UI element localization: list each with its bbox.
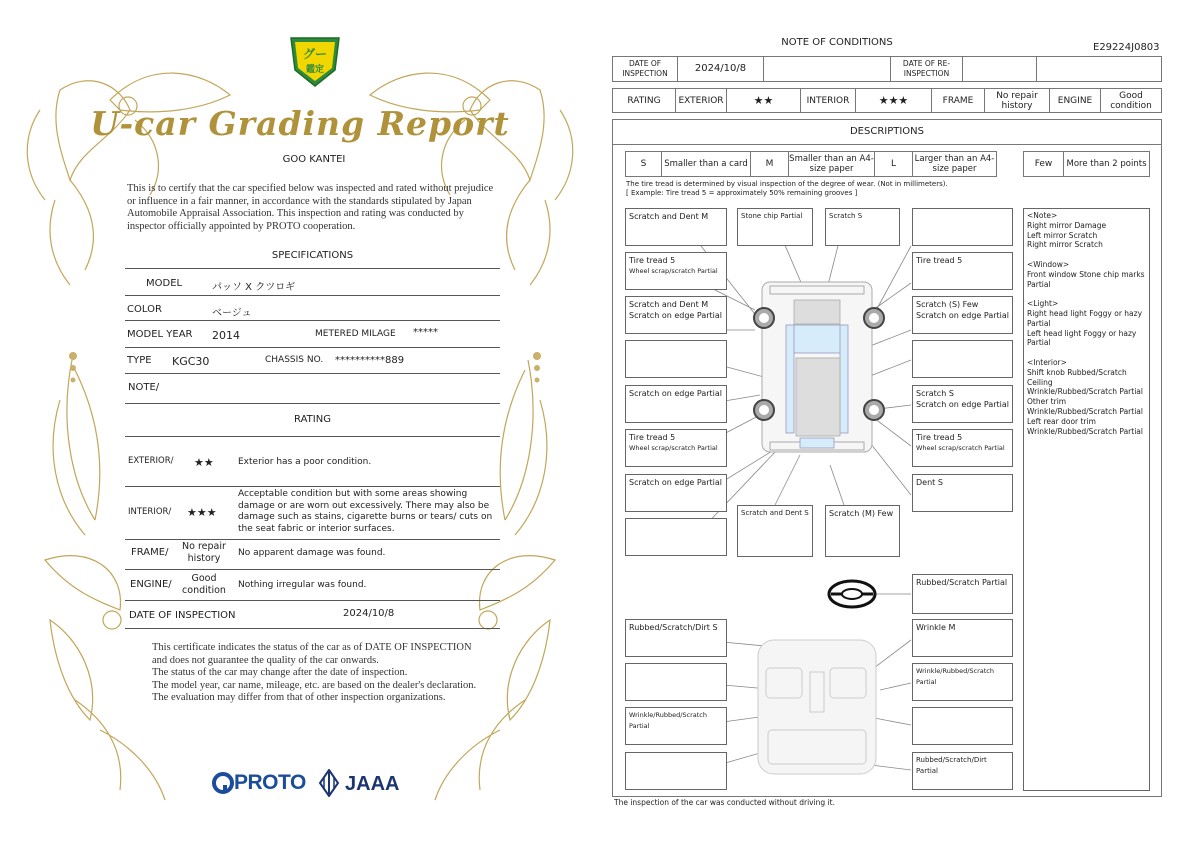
svg-text:グー: グー [302,47,328,61]
proto-logo-icon [212,772,234,794]
interior-stars: ★★★ [856,89,932,112]
exterior-note-l3-line2: Scratch on edge Partial [629,311,723,320]
frame-desc: No apparent damage was found. [238,548,386,558]
bottom-note: The inspection of the car was conducted without driving it. [614,798,835,807]
exterior-label: EXTERIOR [676,89,727,112]
interior-note-r1: Wrinkle M [912,619,1013,657]
exterior-note-l2-line2: Wheel scrap/scratch Partial [629,267,718,275]
exterior-note-r4 [912,340,1013,378]
type-value: KGC30 [172,355,210,368]
model-year-label: MODEL YEAR [127,329,193,340]
jaaa-logo-text: JAAA [345,773,400,795]
specifications-heading: SPECIFICATIONS [271,250,354,261]
interior-desc: Acceptable condition but with some areas showing damage or are worn out excessively. There may also be damage such as stains, cigarette burns or tears/ cuts on the seat fabric or interior surfaces. [238,489,493,534]
exterior-desc: Exterior has a poor condition. [238,457,372,467]
exterior-note-r3 [912,296,1013,334]
frame-label: FRAME [932,89,985,112]
interior-label: INTERIOR/ [128,507,172,517]
spec-row-note [125,374,500,404]
type-label: TYPE [127,355,152,366]
note-of-conditions [600,0,1200,848]
tire-note-example: [ Example: Tire tread 5 = approximately 50% remaining grooves ] [626,189,858,197]
interior-note-l4 [625,752,727,790]
exterior-note-r6-line1: Tire tread 5 [916,433,963,442]
interior-label: INTERIOR [801,89,856,112]
metered-mileage-label: METERED MILAGE [315,329,396,339]
rating-label: RATING [613,89,676,112]
exterior-note-r5-line2: Scratch on edge Partial [916,400,1010,409]
certificate-subtitle: GOO KANTEI [282,154,346,165]
exterior-label: EXTERIOR/ [128,456,174,466]
exterior-stars: ★★ [727,89,801,112]
exterior-stars: ★★ [194,456,214,469]
rating-row-interior [125,487,500,540]
interior-note-r3 [912,707,1013,745]
descriptions-heading: DESCRIPTIONS [849,125,925,137]
spec-row-model-year [125,321,500,348]
interior-note-l1: Rubbed/Scratch/Dirt S [625,619,727,657]
exterior-note-l3 [625,296,727,334]
exterior-note-r5 [912,385,1013,423]
exterior-note-t3 [912,208,1013,246]
date-inspection-value: 2024/10/8 [678,57,764,81]
model-value: パッソ X クツロギ [212,282,296,293]
interior-note-r4: Rubbed/Scratch/Dirt Partial [912,752,1013,790]
note-title: NOTE OF CONDITIONS [781,37,893,48]
exterior-note-r5-line1: Scratch S [916,389,954,398]
engine-value: Good condition [1110,90,1152,111]
frame-label: FRAME/ [131,547,169,558]
engine-value: Good condition [182,573,226,596]
exterior-note-l3-line1: Scratch and Dent M [629,300,709,309]
rating-heading: RATING [294,414,331,425]
certify-statement: This is to certify that the car specified below was inspected and rated without prejudice or influence in a fair manner, in accordance with the standards stipulated by Japan Automobile Appraisal Association. This inspection and rating was conducted by inspector officially appointed by PROTO cooperation. [127,183,494,232]
exterior-note-r6-line2: Wheel scrap/scratch Partial [916,444,1005,452]
exterior-note-b2: Scratch (M) Few [825,505,900,557]
exterior-note-l7: Scratch on edge Partial [625,474,727,512]
date-row [125,601,500,629]
interior-note-l2 [625,663,727,701]
spec-row-model [125,269,500,296]
chassis-label: CHASSIS NO. [265,355,324,365]
exterior-note-r7: Dent S [912,474,1013,512]
frame-value: No repair history [985,89,1050,112]
exterior-note-l6 [625,429,727,467]
proto-logo-text: PROTO [234,771,306,794]
rating-row-exterior [125,437,500,487]
note-label: NOTE/ [128,382,160,393]
engine-label: ENGINE/ [130,579,172,590]
exterior-note-l6-line1: Tire tread 5 [629,433,676,442]
exterior-note-l8 [625,518,727,556]
color-label: COLOR [127,304,162,315]
svg-text:鑑定: 鑑定 [305,65,325,75]
exterior-note-r2: Tire tread 5 [912,252,1013,290]
exterior-note-b1: Scratch and Dent S [737,505,813,557]
exterior-note-l6-line2: Wheel scrap/scratch Partial [629,444,718,452]
side-note-panel: <Note> Right mirror Damage Left mirror Scratch Right mirror Scratch <Window> Front window Stone chip marks Partial <Light> Right head light Foggy or hazy Partial Left head light Foggy or hazy Partial <Interior> Shift knob Rubbed/Scratch Ceiling Wrinkle/Rubbed/Scratch Partial Other trim Wrinkle/Rubbed/Scratch Partial Left rear door trim Wrinkle/Rubbed/Scratch Partial [1023,208,1150,791]
interior-stars: ★★★ [187,506,217,519]
date-inspection-label: DATE OF INSPECTION [613,57,678,81]
certificate-footnote: This certificate indicates the status of the car as of DATE OF INSPECTION and does not guarantee the quality of the car onwards. The status of the car may change after the date of inspection. The model year, car name, mileage, etc. are based on the dealer's declaration. The evaluation may differ from that of other inspection organizations. [152,642,477,704]
legend-few-desc: More than 2 points [1066,159,1147,169]
goo-kantei-badge-icon [287,32,343,90]
exterior-note-l2 [625,252,727,290]
legend-m: M [751,152,789,176]
exterior-note-r3-line2: Scratch on edge Partial [916,311,1010,320]
frame-value: No repair history [182,541,226,564]
rating-row-engine [125,570,500,601]
legend-l: L [875,152,913,176]
metered-mileage-value: ***** [413,327,438,338]
legend-few: Few [1024,152,1064,176]
reinspection-label: DATE OF RE-INSPECTION [891,57,963,81]
exterior-note-l5: Scratch on edge Partial [625,385,727,423]
color-value: ベージュ [212,308,252,319]
engine-label: ENGINE [1050,89,1101,112]
engine-desc: Nothing irregular was found. [238,580,367,590]
model-year-value: 2014 [212,329,240,342]
exterior-note-r3-line1: Scratch (S) Few [916,300,979,309]
spec-row-color [125,296,500,321]
report-id: E29224J0803 [1093,42,1160,53]
legend-l-desc: Larger than an A4-size paper [914,154,995,174]
chassis-value: **********889 [335,355,405,366]
legend-m-desc: Smaller than an A4-size paper [789,154,874,174]
jaaa-logo-icon [318,769,340,797]
exterior-note-l4 [625,340,727,378]
spec-row-type [125,348,500,374]
certificate-title: U-car Grading Report [90,104,510,143]
interior-note-l3: Wrinkle/Rubbed/Scratch Partial [625,707,727,745]
legend-s: S [626,152,662,176]
exterior-note-r6 [912,429,1013,467]
date-label: DATE OF INSPECTION [129,610,236,621]
exterior-note-l1: Scratch and Dent M [625,208,727,246]
interior-note-r2: Wrinkle/Rubbed/Scratch Partial [912,663,1013,701]
date-value: 2024/10/8 [343,608,395,619]
exterior-note-l2-line1: Tire tread 5 [629,256,676,265]
exterior-note-t1: Stone chip Partial [737,208,813,246]
tire-note: The tire tread is determined by visual inspection of the degree of wear. (Not in millimeters). [626,180,948,188]
interior-note-steering: Rubbed/Scratch Partial [912,574,1013,614]
model-label: MODEL [146,278,183,289]
rating-row-frame [125,540,500,570]
legend-s-desc: Smaller than a card [662,152,751,176]
exterior-note-t2: Scratch S [825,208,900,246]
